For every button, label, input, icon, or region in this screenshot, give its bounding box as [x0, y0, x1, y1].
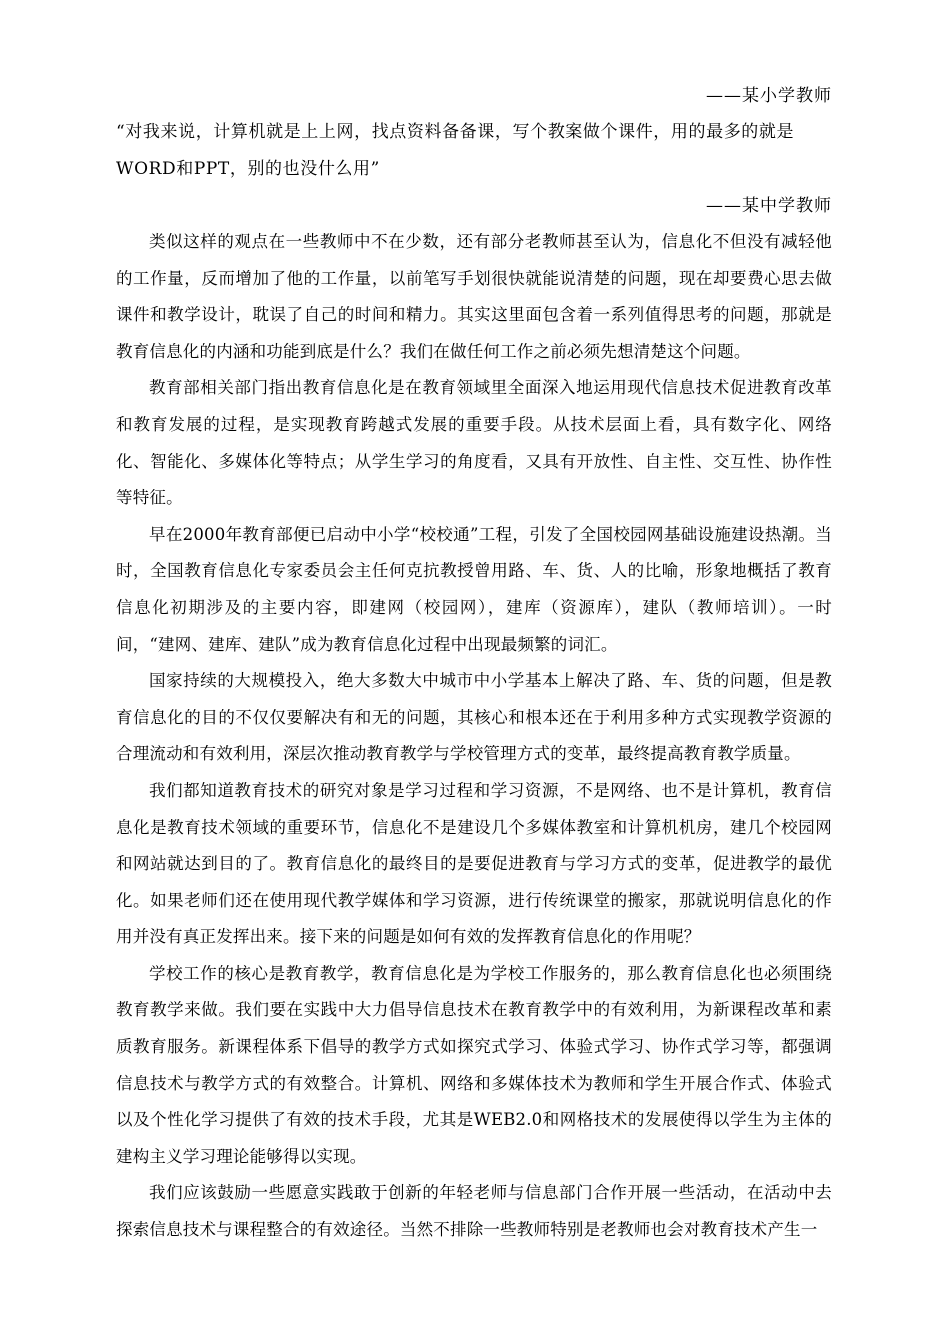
quote-attribution-primary-teacher: ——某小学教师	[706, 86, 832, 106]
quote-attribution-middle-school-teacher: ——某中学教师	[706, 196, 832, 216]
body-paragraph: 国家持续的大规模投入，绝大多数大中城市中小学基本上解决了路、车、货的问题，但是教育信息化的目的不仅仅要解决有和无的问题，其核心和根本还在于利用多种方式实现教学资源的合理流动和有效利用，深层次推动教育教学与学校管理方式的变革，最终提高教育教学质量。	[116, 671, 832, 764]
body-paragraph: 学校工作的核心是教育教学，教育信息化是为学校工作服务的，那么教育信息化也必须围绕教育教学来做。我们要在实践中大力倡导信息技术在教育教学中的有效利用，为新课程改革和素质教育服务。新课程体系下倡导的教学方式如探究式学习、体验式学习、协作式学习等，都强调信息技术与教学方式的有效整合。计算机、网络和多媒体技术为教师和学生开展合作式、体验式以及个性化学习提供了有效的技术手段，尤其是WEB2.0和网格技术的发展使得以学生为主体的建构主义学习理论能够得以实现。	[116, 963, 832, 1166]
body-paragraph: 教育部相关部门指出教育信息化是在教育领域里全面深入地运用现代信息技术促进教育改革和教育发展的过程，是实现教育跨越式发展的重要手段。从技术层面上看，具有数字化、网络化、智能化、多媒体化等特点；从学生学习的角度看，又具有开放性、自主性、交互性、协作性等特征。	[116, 378, 832, 508]
body-paragraph: 早在2000年教育部便已启动中小学“校校通”工程，引发了全国校园网基础设施建设热潮。当时，全国教育信息化专家委员会主任何克抗教授曾用路、车、货、人的比喻，形象地概括了教育信息化初期涉及的主要内容，即建网（校园网），建库（资源库），建队（教师培训）。一时间，“建网、建库、建队”成为教育信息化过程中出现最频繁的词汇。	[116, 524, 832, 654]
body-paragraph: 类似这样的观点在一些教师中不在少数，还有部分老教师甚至认为，信息化不但没有减轻他的工作量，反而增加了他的工作量，以前笔写手划很快就能说清楚的问题，现在却要费心思去做课件和教学设计，耽误了自己的时间和精力。其实这里面包含着一系列值得思考的问题，那就是教育信息化的内涵和功能到底是什么？我们在做任何工作之前必须先想清楚这个问题。	[116, 232, 832, 361]
body-paragraph: 我们都知道教育技术的研究对象是学习过程和学习资源，不是网络、也不是计算机，教育信息化是教育技术领域的重要环节，信息化不是建设几个多媒体教室和计算机机房，建几个校园网和网站就达到目的了。教育信息化的最终目的是要促进教育与学习方式的变革，促进教学的最优化。如果老师们还在使用现代教学媒体和学习资源，进行传统课堂的搬家，那就说明信息化的作用并没有真正发挥出来。接下来的问题是如何有效的发挥教育信息化的作用呢？	[116, 780, 832, 947]
body-paragraph: 我们应该鼓励一些愿意实践敢于创新的年轻老师与信息部门合作开展一些活动，在活动中去探索信息技术与课程整合的有效途径。当然不排除一些教师特别是老教师也会对教育技术产生一	[116, 1183, 832, 1240]
teacher-quote: “对我来说，计算机就是上上网，找点资料备备课，写个教案做个课件，用的最多的就是WORD和PPT，别的也没什么用”	[116, 122, 795, 179]
document-page	[116, 78, 832, 1249]
